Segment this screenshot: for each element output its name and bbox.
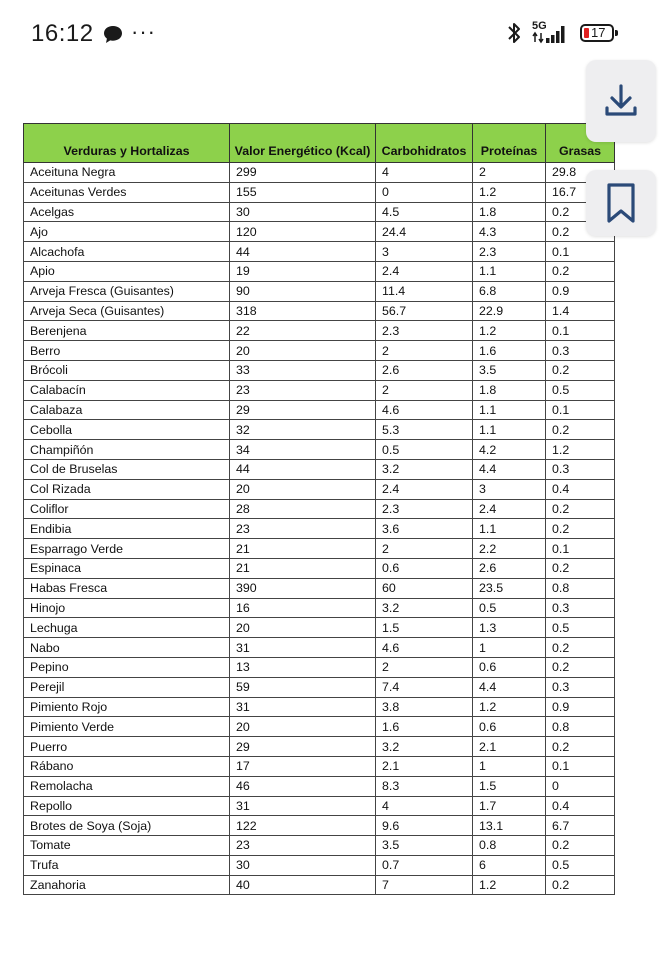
table-cell: Col Rizada [24, 479, 230, 499]
table-cell: 0.2 [546, 519, 615, 539]
table-cell: 0.5 [376, 440, 473, 460]
table-row [24, 816, 615, 836]
table-cell: 1.6 [473, 341, 546, 361]
table-cell: 1.2 [473, 321, 546, 341]
table-cell: 318 [230, 301, 376, 321]
table-cell: 3.2 [376, 598, 473, 618]
table-cell: 44 [230, 242, 376, 262]
table-row [24, 479, 615, 499]
table-cell: 2.4 [376, 261, 473, 281]
table-row [24, 163, 615, 183]
table-cell: 0.1 [546, 400, 615, 420]
table-cell: 3.8 [376, 697, 473, 717]
table-cell: 1.8 [473, 202, 546, 222]
table-cell: 0.2 [546, 558, 615, 578]
table-cell: 1.7 [473, 796, 546, 816]
table-cell: 1.2 [473, 697, 546, 717]
bookmark-icon [604, 181, 638, 225]
table-cell: 29 [230, 737, 376, 757]
table-cell: 1.3 [473, 618, 546, 638]
column-header: Verduras y Hortalizas [24, 124, 230, 163]
table-cell: Repollo [24, 796, 230, 816]
table-row [24, 717, 615, 737]
table-cell: Brotes de Soya (Soja) [24, 816, 230, 836]
table-row [24, 657, 615, 677]
table-row [24, 420, 615, 440]
table-cell: 2.3 [376, 499, 473, 519]
table-cell: 2.3 [473, 242, 546, 262]
table-cell: Tomate [24, 836, 230, 856]
more-notifications-icon: ··· [131, 19, 156, 44]
table-cell: Arveja Fresca (Guisantes) [24, 281, 230, 301]
battery-percent: 17 [591, 25, 606, 40]
table-body [24, 163, 615, 895]
table-row [24, 321, 615, 341]
chat-bubble-icon [102, 24, 124, 46]
table-cell: Col de Bruselas [24, 459, 230, 479]
table-cell: 0.2 [546, 836, 615, 856]
table-cell: 0.1 [546, 321, 615, 341]
table-cell: 22.9 [473, 301, 546, 321]
column-header: Valor Energético (Kcal) [230, 124, 376, 163]
table-cell: 23 [230, 380, 376, 400]
table-cell: 7 [376, 875, 473, 895]
table-row [24, 459, 615, 479]
bookmark-button[interactable] [586, 170, 656, 236]
table-cell: 0.5 [473, 598, 546, 618]
table-cell: 0.2 [546, 875, 615, 895]
table-cell: 3.2 [376, 737, 473, 757]
table-cell: 0.2 [546, 360, 615, 380]
table-cell: Ajo [24, 222, 230, 242]
table-cell: 59 [230, 677, 376, 697]
table-cell: Remolacha [24, 776, 230, 796]
table-cell: 0 [546, 776, 615, 796]
table-cell: Calabaza [24, 400, 230, 420]
table-cell: 0.2 [546, 420, 615, 440]
table-cell: 0.6 [473, 717, 546, 737]
battery-icon [580, 24, 614, 42]
table-row [24, 400, 615, 420]
table-cell: Arveja Seca (Guisantes) [24, 301, 230, 321]
table-cell: 2.2 [473, 539, 546, 559]
table-cell: 0.3 [546, 341, 615, 361]
table-cell: 155 [230, 182, 376, 202]
download-icon [601, 81, 641, 121]
table-row [24, 578, 615, 598]
table-cell: 40 [230, 875, 376, 895]
table-cell: 299 [230, 163, 376, 183]
table-cell: 0.5 [546, 855, 615, 875]
table-cell: 4.2 [473, 440, 546, 460]
table-cell: Endibia [24, 519, 230, 539]
table-cell: 0.2 [546, 202, 615, 222]
table-row [24, 677, 615, 697]
table-cell: 1 [473, 756, 546, 776]
table-cell: 0.6 [473, 657, 546, 677]
table-cell: 16.7 [546, 182, 615, 202]
table-row [24, 341, 615, 361]
table-cell: Acelgas [24, 202, 230, 222]
table-cell: 31 [230, 796, 376, 816]
table-row [24, 756, 615, 776]
table-cell: Pepino [24, 657, 230, 677]
table-cell: 0.3 [546, 598, 615, 618]
table-cell: 24.4 [376, 222, 473, 242]
table-cell: 4.4 [473, 677, 546, 697]
table-cell: Apio [24, 261, 230, 281]
table-cell: Aceituna Negra [24, 163, 230, 183]
table-cell: 30 [230, 855, 376, 875]
table-cell: 3.5 [473, 360, 546, 380]
table-cell: Habas Fresca [24, 578, 230, 598]
table-cell: 28 [230, 499, 376, 519]
table-cell: 4.6 [376, 638, 473, 658]
table-row [24, 499, 615, 519]
table-cell: 0.8 [546, 578, 615, 598]
table-cell: 23 [230, 836, 376, 856]
table-cell: 13 [230, 657, 376, 677]
table-cell: 0.9 [546, 697, 615, 717]
table-cell: Calabacín [24, 380, 230, 400]
table-cell: Puerro [24, 737, 230, 757]
table-cell: Espinaca [24, 558, 230, 578]
table-cell: 2 [376, 380, 473, 400]
table-cell: 1.8 [473, 380, 546, 400]
table-cell: 2.6 [473, 558, 546, 578]
table-cell: 13.1 [473, 816, 546, 836]
table-cell: 31 [230, 638, 376, 658]
download-button[interactable] [586, 60, 656, 142]
table-row [24, 855, 615, 875]
table-cell: 4.4 [473, 459, 546, 479]
table-cell: 17 [230, 756, 376, 776]
header-row [24, 124, 615, 163]
table-cell: 1.1 [473, 400, 546, 420]
table-cell: 23 [230, 519, 376, 539]
table-cell: 0.5 [546, 618, 615, 638]
table-cell: 44 [230, 459, 376, 479]
network-type: 5G [532, 20, 547, 32]
table-cell: 1.6 [376, 717, 473, 737]
table-row [24, 301, 615, 321]
table-cell: 3 [473, 479, 546, 499]
table-cell: 0.6 [376, 558, 473, 578]
table-row [24, 380, 615, 400]
table-row [24, 836, 615, 856]
table-cell: Hinojo [24, 598, 230, 618]
table-cell: 0.8 [473, 836, 546, 856]
table-cell: 2.3 [376, 321, 473, 341]
table-cell: 21 [230, 558, 376, 578]
table-cell: 0.4 [546, 479, 615, 499]
table-cell: 2.4 [376, 479, 473, 499]
table-cell: 2 [473, 163, 546, 183]
table-header [24, 124, 615, 163]
table-cell: 390 [230, 578, 376, 598]
table-row [24, 281, 615, 301]
table-row [24, 182, 615, 202]
table-cell: 29.8 [546, 163, 615, 183]
table-cell: 90 [230, 281, 376, 301]
table-row [24, 598, 615, 618]
battery-level [584, 28, 589, 38]
table-cell: Lechuga [24, 618, 230, 638]
table-row [24, 776, 615, 796]
table-cell: 0.3 [546, 459, 615, 479]
table-cell: Berenjena [24, 321, 230, 341]
table-cell: 1.2 [546, 440, 615, 460]
table-cell: 16 [230, 598, 376, 618]
table-row [24, 202, 615, 222]
table-row [24, 638, 615, 658]
column-header: Carbohidratos [376, 124, 473, 163]
table-row [24, 875, 615, 895]
table-cell: 20 [230, 618, 376, 638]
table-cell: 0.2 [546, 499, 615, 519]
table-cell: 122 [230, 816, 376, 836]
table-cell: 9.6 [376, 816, 473, 836]
status-bar [0, 0, 660, 68]
table-cell: 0.8 [546, 717, 615, 737]
table-cell: 1.2 [473, 875, 546, 895]
table-cell: 21 [230, 539, 376, 559]
table-cell: 8.3 [376, 776, 473, 796]
table-cell: 0.1 [546, 539, 615, 559]
table-cell: 0.2 [546, 737, 615, 757]
table-cell: 3 [376, 242, 473, 262]
table-cell: Aceitunas Verdes [24, 182, 230, 202]
table-row [24, 360, 615, 380]
table-cell: 11.4 [376, 281, 473, 301]
signal-icon [531, 24, 573, 44]
table-cell: 19 [230, 261, 376, 281]
table-cell: 1.5 [376, 618, 473, 638]
table-cell: 3.6 [376, 519, 473, 539]
table-cell: 22 [230, 321, 376, 341]
bluetooth-icon [505, 20, 523, 46]
table-cell: 1.2 [473, 182, 546, 202]
table-cell: 4.3 [473, 222, 546, 242]
table-cell: 1.1 [473, 519, 546, 539]
table-cell: 46 [230, 776, 376, 796]
table-cell: 7.4 [376, 677, 473, 697]
table-cell: 60 [376, 578, 473, 598]
table-cell: 1.5 [473, 776, 546, 796]
table-row [24, 519, 615, 539]
table-cell: Trufa [24, 855, 230, 875]
table-cell: Esparrago Verde [24, 539, 230, 559]
table-cell: 2.1 [473, 737, 546, 757]
table-cell: 6.7 [546, 816, 615, 836]
table-cell: 2.4 [473, 499, 546, 519]
table-cell: 120 [230, 222, 376, 242]
table-cell: 3.5 [376, 836, 473, 856]
table-row [24, 697, 615, 717]
table-cell: Zanahoria [24, 875, 230, 895]
table-cell: Perejil [24, 677, 230, 697]
table-cell: Alcachofa [24, 242, 230, 262]
table-cell: 1 [473, 638, 546, 658]
table-cell: 0.1 [546, 242, 615, 262]
table-cell: Pimiento Verde [24, 717, 230, 737]
column-header: Proteínas [473, 124, 546, 163]
table-cell: 2.6 [376, 360, 473, 380]
table-cell: 2.1 [376, 756, 473, 776]
table-cell: 2 [376, 539, 473, 559]
table-cell: Brócoli [24, 360, 230, 380]
table-cell: Berro [24, 341, 230, 361]
table-cell: 3.2 [376, 459, 473, 479]
table-cell: 2 [376, 341, 473, 361]
table-row [24, 737, 615, 757]
clock: 16:12 [31, 20, 94, 47]
table-row [24, 618, 615, 638]
table-cell: 0.5 [546, 380, 615, 400]
table-cell: 4.6 [376, 400, 473, 420]
table-cell: 5.3 [376, 420, 473, 440]
table-cell: 32 [230, 420, 376, 440]
table-cell: 20 [230, 341, 376, 361]
table-cell: 20 [230, 717, 376, 737]
table-cell: Cebolla [24, 420, 230, 440]
table-cell: 20 [230, 479, 376, 499]
column-header: Grasas [546, 124, 615, 163]
table-cell: 34 [230, 440, 376, 460]
nutrition-table [23, 123, 615, 895]
table-cell: 4.5 [376, 202, 473, 222]
table-cell: Champiñón [24, 440, 230, 460]
table-cell: 0.2 [546, 261, 615, 281]
table-cell: 0.2 [546, 638, 615, 658]
table-cell: 6.8 [473, 281, 546, 301]
table-cell: Pimiento Rojo [24, 697, 230, 717]
table-cell: 29 [230, 400, 376, 420]
table-cell: 23.5 [473, 578, 546, 598]
nutrition-table-container [23, 123, 615, 895]
battery-tip [615, 30, 618, 36]
table-cell: 2 [376, 657, 473, 677]
table-row [24, 539, 615, 559]
table-cell: 31 [230, 697, 376, 717]
table-cell: 0.2 [546, 222, 615, 242]
table-cell: 30 [230, 202, 376, 222]
table-row [24, 796, 615, 816]
table-cell: Nabo [24, 638, 230, 658]
table-cell: 4 [376, 796, 473, 816]
table-cell: 0.4 [546, 796, 615, 816]
table-row [24, 558, 615, 578]
table-cell: 0.2 [546, 657, 615, 677]
table-cell: 0.3 [546, 677, 615, 697]
table-row [24, 440, 615, 460]
table-row [24, 222, 615, 242]
table-cell: 1.1 [473, 420, 546, 440]
table-cell: 0.9 [546, 281, 615, 301]
table-row [24, 242, 615, 262]
table-cell: 1.1 [473, 261, 546, 281]
table-cell: 0 [376, 182, 473, 202]
table-cell: 0.7 [376, 855, 473, 875]
table-cell: 0.1 [546, 756, 615, 776]
table-cell: 1.4 [546, 301, 615, 321]
table-cell: 56.7 [376, 301, 473, 321]
table-cell: Rábano [24, 756, 230, 776]
table-row [24, 261, 615, 281]
table-cell: 6 [473, 855, 546, 875]
table-cell: 33 [230, 360, 376, 380]
table-cell: Coliflor [24, 499, 230, 519]
table-cell: 4 [376, 163, 473, 183]
